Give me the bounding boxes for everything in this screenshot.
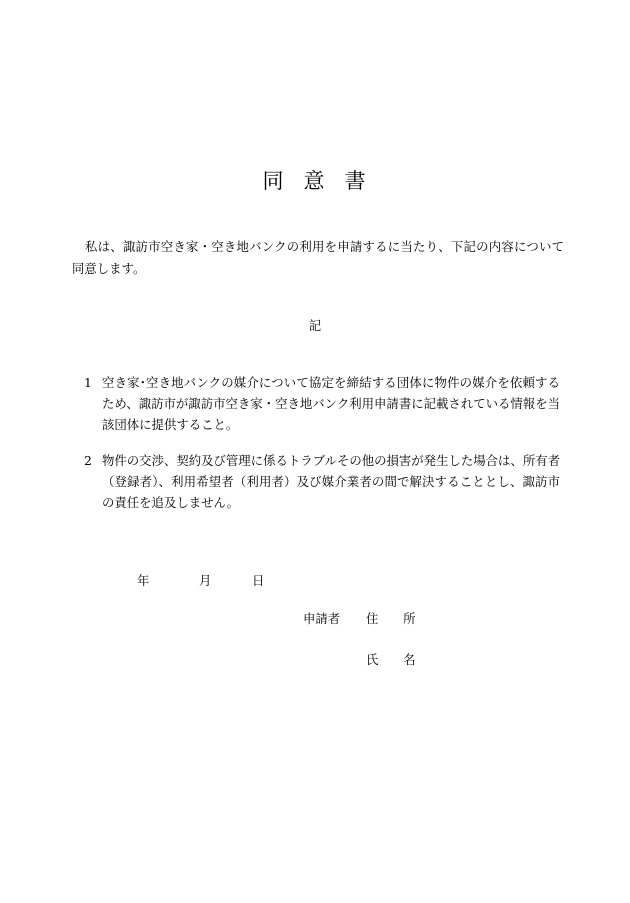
title-char: 書: [344, 169, 368, 193]
applicant-name-row: [0, 650, 630, 670]
item-number: 2: [84, 453, 92, 468]
item-text: 物件の交渉、契約及び管理に係るトラブルその他の損害が発生した場合は、所有者（登録者）、利用希望者（利用者）及び媒介業者の間で解決することとし、諏訪市の責任を追及しません。: [102, 453, 560, 510]
applicant-address-row: [0, 609, 630, 629]
date-day-label: 日: [252, 573, 265, 588]
item-text: 空き家･空き地バンクの媒介について協定を締結する団体に物件の媒介を依頼するため、諏訪市が諏訪市空き家・空き地バンク利用申請書に記載されている情報を当該団体に提供すること。: [102, 375, 560, 432]
address-label: 住 所: [366, 611, 416, 626]
name-label: 氏 名: [366, 652, 416, 667]
consent-item: [84, 372, 560, 435]
document-title: [0, 165, 630, 195]
consent-items: [84, 372, 560, 528]
title-char: 意: [303, 169, 327, 193]
consent-item: [84, 450, 560, 513]
item-number: 1: [84, 375, 92, 390]
date-year-label: 年: [137, 573, 150, 588]
intro-paragraph: 私は、諏訪市空き家・空き地バンクの利用を申請するに当たり、下記の内容について同意します。: [72, 239, 564, 276]
title-char: 同: [262, 169, 286, 193]
applicant-label: 申請者: [303, 611, 341, 626]
ki-heading: 記: [308, 318, 322, 333]
date-row: [0, 571, 630, 591]
date-month-label: 月: [199, 573, 212, 588]
